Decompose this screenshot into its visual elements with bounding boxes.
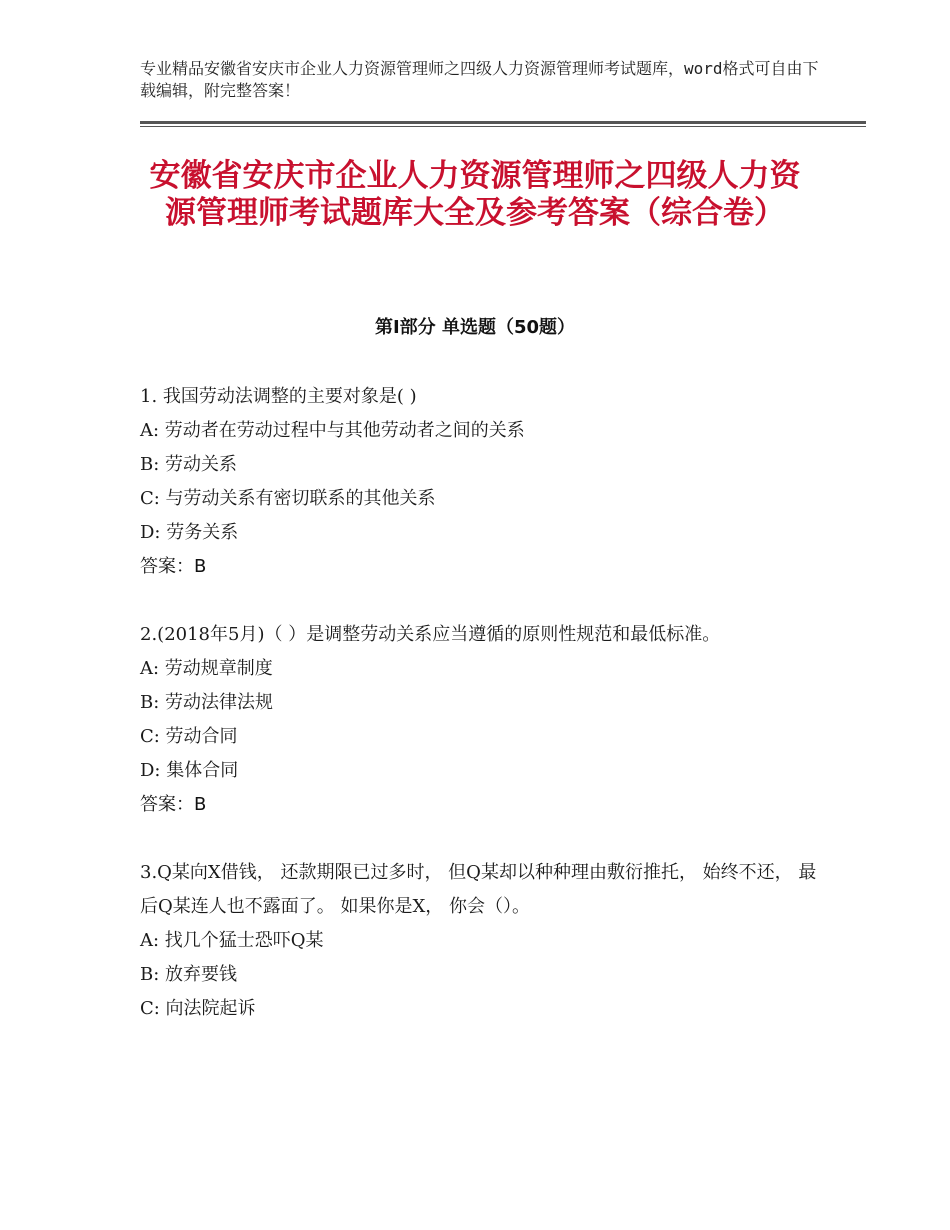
option-b: B: 劳动法律法规 <box>140 692 274 713</box>
question-list <box>140 380 820 1060</box>
option-b: B: 劳动关系 <box>140 454 238 475</box>
option-a: A: 找几个猛士恐吓Q某 <box>140 930 324 951</box>
question-2 <box>140 618 820 822</box>
option-c: C: 与劳动关系有密切联系的其他关系 <box>140 488 436 509</box>
option-d: D: 劳务关系 <box>140 522 239 543</box>
header-note: 专业精品安徽省安庆市企业人力资源管理师之四级人力资源管理师考试题库，word格式可自由下载编辑，附完整答案！ <box>140 59 819 100</box>
option-a: A: 劳动者在劳动过程中与其他劳动者之间的关系 <box>140 420 525 441</box>
option-a: A: 劳动规章制度 <box>140 658 273 679</box>
option-c: C: 向法院起诉 <box>140 998 256 1019</box>
section-title: 第Ⅰ部分 单选题（50题） <box>374 317 575 338</box>
question-3 <box>140 856 820 1026</box>
option-b: B: 放弃要钱 <box>140 964 238 985</box>
header-rule <box>140 121 866 124</box>
answer-label: 答案：B <box>140 794 207 815</box>
document-title: 安徽省安庆市企业人力资源管理师之四级人力资源管理师考试题库大全及参考答案（综合卷） <box>149 158 801 231</box>
question-stem: 2.(2018年5月)（ ）是调整劳动关系应当遵循的原则性规范和最低标准。 <box>140 624 721 645</box>
answer-label: 答案：B <box>140 556 207 577</box>
header-rule-thin <box>140 126 866 127</box>
question-stem: 3.Q某向X借钱， 还款期限已过多时， 但Q某却以种种理由敷衍推托， 始终不还， 最后Q某连人也不露面了。 如果你是X， 你会（）。 <box>140 862 817 917</box>
option-c: C: 劳动合同 <box>140 726 238 747</box>
option-d: D: 集体合同 <box>140 760 239 781</box>
question-1 <box>140 380 820 584</box>
question-stem: 1. 我国劳动法调整的主要对象是( ) <box>140 386 417 407</box>
